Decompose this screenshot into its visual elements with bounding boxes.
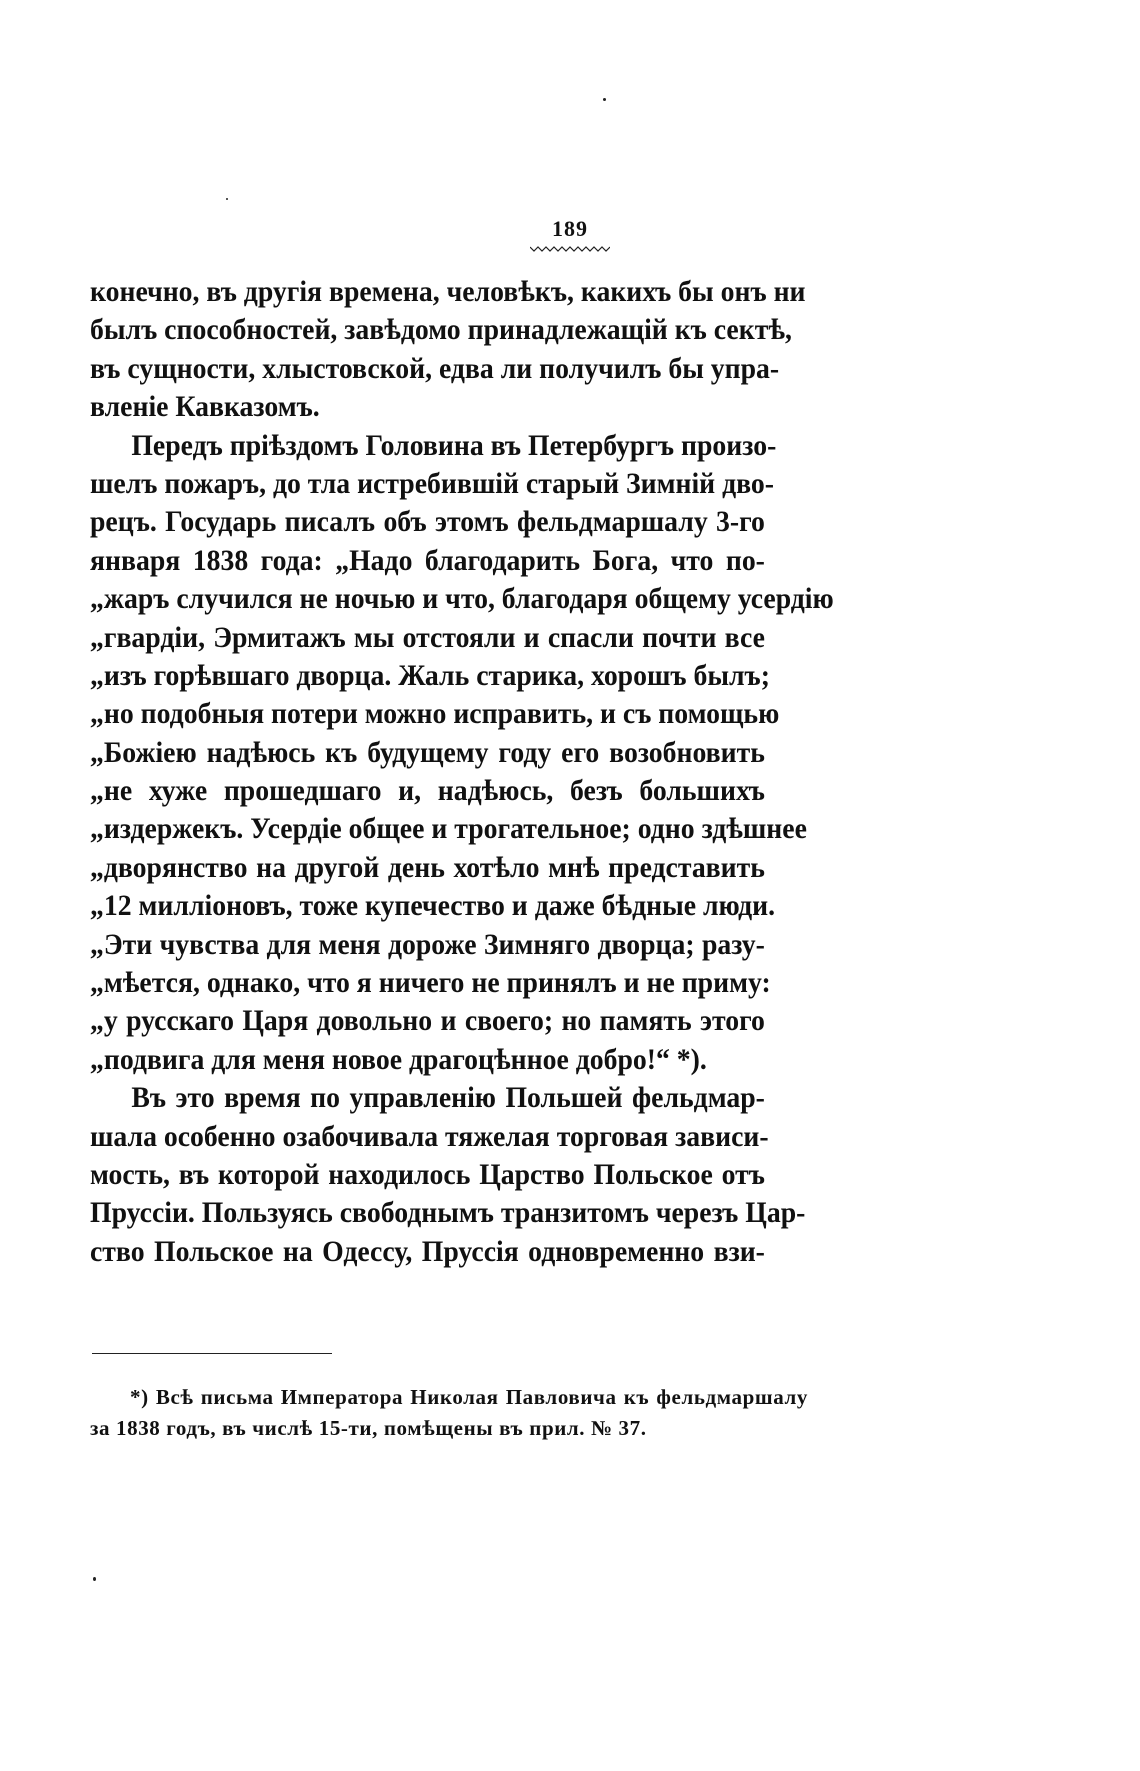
- text-line: конечно, въ другія времена, человѣкъ, какихъ бы онъ ни: [90, 276, 806, 308]
- text-line: Въ это время по управленію Польшей фельдмар-: [131, 1082, 765, 1115]
- text-line: вленіе Кавказомъ.: [90, 391, 320, 424]
- footnote: [90, 1382, 808, 1444]
- text-line: „гвардіи, Эрмитажъ мы отстояли и спасли почти все: [90, 621, 765, 654]
- text-line: „издержекъ. Усердіе общее и трогательное; одно здѣшнее: [90, 813, 807, 846]
- text-line: шала особенно озабочивала тяжелая торговая зависи-: [90, 1120, 769, 1153]
- text-line: января 1838 года: „Надо благодарить Бога, что по-: [90, 544, 765, 577]
- text-line: ство Польское на Одессу, Пруссія одновременно взи-: [90, 1235, 765, 1268]
- footnote-line: *) Всѣ письма Императора Николая Павловича къ фельдмаршалу: [130, 1385, 808, 1409]
- text-line: „мѣется, однако, что я ничего не принялъ и не приму:: [90, 967, 771, 1000]
- text-line: Пруссіи. Пользуясь свободнымъ транзитомъ черезъ Цар-: [90, 1197, 806, 1230]
- text-line: Передъ пріѣздомъ Головина въ Петербургъ произо-: [131, 429, 777, 462]
- text-line: „дворянство на другой день хотѣло мнѣ представить: [90, 851, 765, 884]
- footnote-line: за 1838 годъ, въ числѣ 15-ти, помѣщены въ прил. № 37.: [90, 1416, 647, 1440]
- text-line: „изъ горѣвшаго дворца. Жаль старика, хорошъ былъ;: [90, 659, 770, 692]
- text-line: въ сущности, хлыстовской, едва ли получилъ бы упра-: [90, 352, 780, 385]
- text-line: „подвига для меня новое драгоцѣнное добро!“ *).: [90, 1043, 707, 1076]
- scan-speck: [603, 98, 606, 101]
- scan-speck: [93, 1577, 96, 1581]
- text-line: „у русскаго Царя довольно и своего; но память этого: [90, 1005, 765, 1038]
- text-line: „не хуже прошедшаго и, надѣюсь, безъ большихъ: [90, 775, 765, 808]
- text-line: „но подобныя потери можно исправить, и съ помощью: [90, 698, 780, 731]
- page-number: 189: [552, 216, 588, 241]
- text-line: „12 милліоновъ, тоже купечество и даже бѣдные люди.: [90, 890, 776, 923]
- footnote-divider: [92, 1353, 332, 1354]
- scan-speck: [226, 198, 228, 200]
- text-line: мость, въ которой находилось Царство Польское отъ: [90, 1158, 765, 1191]
- text-line: рецъ. Государь писалъ объ этомъ фельдмаршалу 3-го: [90, 506, 765, 539]
- text-line: „Божіею надѣюсь къ будущему году его возобновить: [90, 736, 765, 769]
- text-line: „жаръ случился не ночью и что, благодаря общему усердію: [90, 583, 834, 616]
- text-line: шелъ пожаръ, до тла истребившій старый Зимній дво-: [90, 467, 775, 500]
- text-line: былъ способностей, завѣдомо принадлежащій къ сектѣ,: [90, 314, 792, 347]
- text-line: „Эти чувства для меня дороже Зимняго дворца; разу-: [90, 928, 765, 961]
- page-number-ornament: [530, 246, 610, 252]
- body-text: [90, 273, 834, 1271]
